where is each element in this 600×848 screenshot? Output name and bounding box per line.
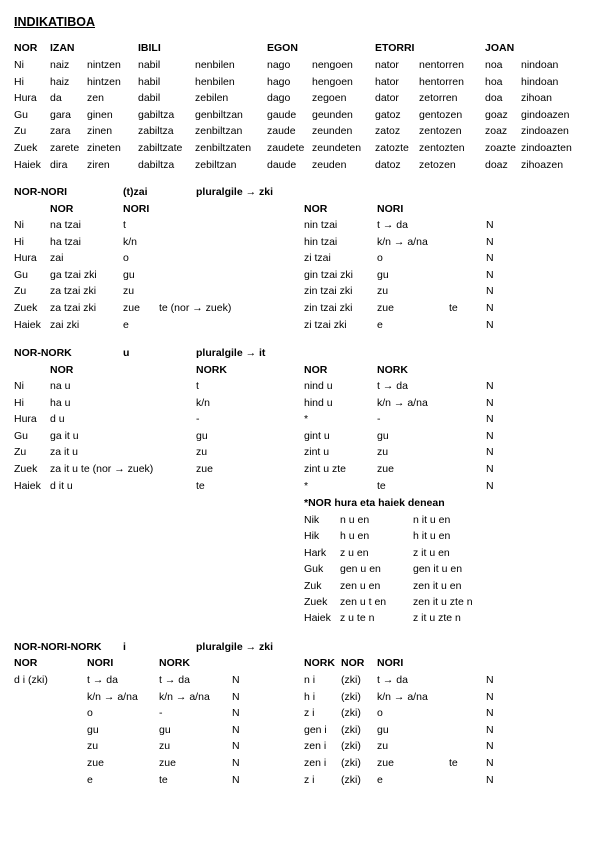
table-cell: Hik: [304, 530, 320, 543]
table-cell: Zuek: [14, 302, 38, 314]
table-cell: N: [232, 723, 240, 736]
column-header: NOR: [304, 203, 328, 215]
table-cell: -: [159, 707, 163, 720]
table-cell: n it u en: [413, 514, 451, 526]
table-cell: hindoan: [521, 75, 559, 88]
table-cell: Hi: [14, 75, 24, 88]
table-cell: dabiltza: [138, 158, 175, 171]
table-cell: -: [377, 413, 381, 426]
table-cell: nindoan: [521, 59, 559, 71]
table-cell: N: [486, 380, 494, 392]
table-cell: k/n → a/na: [377, 235, 428, 248]
table-cell: zara: [50, 125, 71, 138]
table-cell: t → da: [377, 219, 408, 231]
table-cell: N: [486, 219, 494, 231]
table-cell: zen i: [304, 740, 327, 753]
table-cell: Ni: [14, 219, 24, 231]
table-cell: zenbiltzaten: [195, 142, 252, 154]
table-cell: nentorren: [419, 59, 464, 71]
table-cell: gu: [377, 429, 389, 442]
table-cell: n i: [304, 674, 316, 686]
table-cell: zue: [87, 757, 104, 769]
section-title: NOR-NORI: [14, 186, 68, 198]
table-cell: zaude: [267, 125, 296, 138]
column-header: NORK: [159, 657, 190, 669]
table-cell: Hi: [14, 235, 24, 248]
table-cell: zabiltzate: [138, 142, 183, 154]
table-cell: (zki): [341, 757, 361, 769]
table-cell: dago: [267, 92, 291, 105]
table-cell: h it u en: [413, 530, 451, 543]
table-cell: nin tzai: [304, 219, 338, 231]
column-header: NORI: [377, 203, 404, 215]
column-header: JOAN: [485, 42, 515, 54]
table-cell: hago: [267, 75, 291, 88]
table-cell: haiz: [50, 75, 70, 88]
table-cell: za tzai zki: [50, 302, 97, 314]
table-cell: zentozen: [419, 125, 462, 138]
table-cell: zarete: [50, 142, 80, 154]
table-cell: h u en: [340, 530, 370, 543]
section-title: NOR-NORI-NORK: [14, 641, 102, 653]
table-cell: nago: [267, 59, 291, 71]
table-cell: z it u zte n: [413, 612, 461, 625]
table-cell: zindoazten: [521, 142, 572, 154]
table-cell: t: [196, 380, 199, 392]
table-cell: gabiltza: [138, 108, 175, 121]
table-cell: daude: [267, 158, 297, 171]
table-cell: Nik: [304, 514, 320, 526]
table-cell: zint u zte: [304, 463, 347, 475]
table-cell: za it u te (nor → zuek): [50, 463, 154, 475]
table-cell: N: [486, 773, 494, 786]
table-cell: Haiek: [14, 479, 41, 492]
table-cell: zaudete: [267, 142, 305, 154]
table-cell: Hura: [14, 252, 37, 265]
section-tag: u: [123, 347, 130, 359]
column-header: NOR: [341, 657, 365, 669]
table-cell: hintzen: [87, 75, 121, 88]
table-cell: N: [232, 757, 240, 769]
table-cell: o: [377, 252, 383, 265]
section-tag: (t)zai: [123, 186, 148, 198]
table-cell: N: [486, 252, 494, 265]
table-cell: N: [232, 690, 240, 703]
table-cell: k/n → a/na: [159, 690, 210, 703]
table-cell: zetozen: [419, 158, 456, 171]
table-cell: k/n → a/na: [377, 396, 428, 409]
table-cell: hator: [375, 75, 399, 88]
table-cell: zebilen: [195, 92, 229, 105]
column-header: NOR: [50, 364, 74, 376]
table-cell: d i (zki): [14, 674, 48, 686]
table-cell: ga tzai zki: [50, 268, 97, 281]
column-header: NOR: [14, 42, 38, 54]
table-cell: Zu: [14, 285, 27, 298]
column-header: NOR: [50, 203, 74, 215]
table-cell: Hura: [14, 413, 37, 426]
table-cell: zeuden: [312, 158, 347, 171]
table-cell: Zuek: [14, 463, 38, 475]
table-cell: N: [486, 235, 494, 248]
table-cell: t → da: [159, 674, 190, 686]
page-title: INDIKATIBOA: [14, 15, 96, 29]
table-cell: gu: [196, 429, 208, 442]
table-cell: naiz: [50, 59, 70, 71]
table-cell: zeunden: [312, 125, 353, 138]
table-cell: *: [304, 479, 309, 492]
table-cell: zu: [87, 740, 99, 753]
table-cell: zoaz: [485, 125, 508, 138]
table-cell: zoazte: [485, 142, 516, 154]
footnote-heading: *NOR hura eta haiek denean: [304, 497, 445, 509]
table-cell: da: [50, 92, 62, 105]
column-header: NORI: [87, 657, 114, 669]
table-cell: N: [486, 268, 494, 281]
table-cell: N: [486, 723, 494, 736]
table-cell: Zu: [14, 125, 27, 138]
table-cell: zineten: [87, 142, 121, 154]
table-cell: N: [232, 707, 240, 720]
table-cell: N: [486, 740, 494, 753]
table-cell: te: [377, 479, 386, 492]
table-cell: N: [486, 446, 494, 459]
table-cell: zai: [50, 252, 64, 265]
table-cell: zabiltza: [138, 125, 174, 138]
table-cell: za tzai zki: [50, 285, 97, 298]
table-cell: k/n → a/na: [87, 690, 138, 703]
column-header: NORK: [377, 364, 408, 376]
table-cell: h i: [304, 690, 316, 703]
table-cell: zetorren: [419, 92, 458, 105]
table-cell: N: [486, 463, 494, 475]
table-cell: zihoan: [521, 92, 552, 105]
table-cell: t: [123, 219, 126, 231]
table-cell: gu: [87, 723, 99, 736]
table-cell: henbilen: [195, 75, 235, 88]
table-cell: N: [486, 285, 494, 298]
pluralizer-note: pluralgile → zki: [196, 641, 274, 653]
table-cell: o: [87, 707, 93, 720]
table-cell: goaz: [485, 108, 508, 121]
table-cell: Ni: [14, 380, 24, 392]
table-cell: gara: [50, 108, 72, 121]
table-cell: na tzai: [50, 219, 81, 231]
table-cell: zue: [377, 463, 394, 475]
section-tag: i: [123, 641, 126, 653]
table-cell: Haiek: [304, 612, 331, 625]
column-header: IBILI: [138, 42, 161, 54]
table-cell: t → da: [87, 674, 118, 686]
column-header: NORK: [196, 364, 227, 376]
table-cell: zihoazen: [521, 158, 564, 171]
table-cell: nengoen: [312, 59, 353, 71]
table-cell: Zuek: [14, 142, 38, 154]
table-cell: N: [486, 479, 494, 492]
section-title: NOR-NORK: [14, 347, 72, 359]
table-cell: zatozte: [375, 142, 409, 154]
table-cell: e: [377, 318, 383, 331]
table-cell: z i: [304, 773, 315, 786]
table-cell: gu: [123, 268, 135, 281]
table-cell: zen: [87, 92, 104, 105]
table-cell: Ni: [14, 59, 24, 71]
table-cell: N: [486, 707, 494, 720]
table-cell: zenbiltzan: [195, 125, 243, 138]
table-cell: gen it u en: [413, 563, 463, 576]
table-cell: t → da: [377, 380, 408, 392]
table-cell: zinen: [87, 125, 113, 138]
table-cell: ziren: [87, 158, 110, 171]
table-cell: zen it u en: [413, 579, 462, 592]
column-header: NORK: [304, 657, 335, 669]
table-cell: N: [486, 690, 494, 703]
table-cell: z it u en: [413, 546, 450, 559]
table-cell: N: [486, 302, 494, 314]
table-cell: e: [87, 773, 93, 786]
table-cell: zi tzai: [304, 252, 331, 265]
table-cell: gaude: [267, 108, 297, 121]
table-cell: N: [486, 674, 494, 686]
table-cell: N: [486, 318, 494, 331]
table-cell: hin tzai: [304, 235, 338, 248]
table-cell: gatoz: [375, 108, 401, 121]
table-cell: z u te n: [340, 612, 375, 625]
table-cell: gu: [159, 723, 171, 736]
table-cell: dator: [375, 92, 399, 105]
table-cell: zu: [123, 285, 135, 298]
table-cell: zebiltzan: [195, 158, 237, 171]
table-cell: Hi: [14, 396, 24, 409]
table-cell: n u en: [340, 514, 370, 526]
table-cell: zue: [377, 302, 394, 314]
table-cell: te: [449, 757, 458, 769]
table-cell: Haiek: [14, 318, 41, 331]
table-cell: zu: [377, 740, 389, 753]
table-cell: hind u: [304, 396, 333, 409]
table-cell: te (nor → zuek): [159, 302, 232, 314]
table-cell: zu: [159, 740, 171, 753]
table-cell: nintzen: [87, 59, 121, 71]
table-cell: na u: [50, 380, 71, 392]
table-cell: zi tzai zki: [304, 318, 347, 331]
table-cell: zindoazen: [521, 125, 569, 138]
table-cell: z u en: [340, 546, 369, 559]
table-cell: N: [486, 413, 494, 426]
table-cell: zue: [196, 463, 213, 475]
table-cell: N: [486, 429, 494, 442]
table-cell: hoa: [485, 75, 503, 88]
table-cell: doa: [485, 92, 503, 105]
table-cell: gentozen: [419, 108, 463, 121]
table-cell: zin tzai zki: [304, 285, 353, 298]
column-header: NOR: [14, 657, 38, 669]
table-cell: Gu: [14, 108, 29, 121]
table-cell: zue: [123, 302, 140, 314]
table-cell: zegoen: [312, 92, 347, 105]
table-cell: N: [486, 396, 494, 409]
table-cell: gu: [377, 268, 389, 281]
table-cell: datoz: [375, 158, 401, 171]
table-cell: genbiltzan: [195, 108, 243, 121]
table-cell: zen i: [304, 757, 327, 769]
table-cell: (zki): [341, 674, 361, 686]
table-cell: ginen: [87, 108, 113, 121]
table-cell: k/n: [196, 396, 211, 409]
table-cell: Zu: [14, 446, 27, 459]
table-cell: o: [377, 707, 383, 720]
table-cell: gu: [377, 723, 389, 736]
table-cell: gint u: [304, 429, 330, 442]
table-cell: e: [377, 773, 383, 786]
table-cell: hentorren: [419, 75, 464, 88]
table-cell: te: [449, 302, 458, 314]
pluralizer-note: pluralgile → zki: [196, 186, 274, 198]
column-header: NORI: [123, 203, 150, 215]
table-cell: e: [123, 318, 129, 331]
table-cell: ha u: [50, 396, 71, 409]
table-cell: o: [123, 252, 129, 265]
table-cell: Gu: [14, 429, 29, 442]
table-cell: gin tzai zki: [304, 268, 354, 281]
pluralizer-note: pluralgile → it: [196, 347, 266, 359]
table-cell: noa: [485, 59, 503, 71]
column-header: NORI: [377, 657, 404, 669]
table-cell: ha tzai: [50, 235, 81, 248]
table-cell: geunden: [312, 108, 353, 121]
table-cell: gen i: [304, 723, 327, 736]
table-cell: *: [304, 413, 309, 426]
table-cell: k/n → a/na: [377, 690, 428, 703]
table-cell: Haiek: [14, 158, 41, 171]
table-cell: te: [196, 479, 205, 492]
table-cell: t → da: [377, 674, 408, 686]
table-cell: d it u: [50, 479, 73, 492]
table-cell: zu: [196, 446, 208, 459]
table-cell: (zki): [341, 740, 361, 753]
table-cell: zen it u zte n: [413, 596, 473, 608]
table-cell: gen u en: [340, 563, 381, 576]
table-cell: za it u: [50, 446, 79, 459]
table-cell: Guk: [304, 563, 324, 576]
column-header: NOR: [304, 364, 328, 376]
column-header: EGON: [267, 42, 298, 54]
table-cell: k/n: [123, 235, 138, 248]
table-cell: dira: [50, 158, 68, 171]
table-cell: te: [159, 773, 168, 786]
table-cell: zue: [159, 757, 176, 769]
table-cell: nind u: [304, 380, 333, 392]
table-cell: zeundeten: [312, 142, 362, 154]
table-cell: Zuk: [304, 579, 322, 592]
table-cell: (zki): [341, 690, 361, 703]
table-cell: Gu: [14, 268, 29, 281]
table-cell: gindoazen: [521, 108, 570, 121]
table-cell: zen u t en: [340, 596, 387, 608]
table-cell: N: [232, 773, 240, 786]
table-cell: zin tzai zki: [304, 302, 353, 314]
table-cell: Zuek: [304, 596, 328, 608]
table-cell: z i: [304, 707, 315, 720]
table-cell: habil: [138, 75, 161, 88]
table-cell: nator: [375, 59, 399, 71]
table-cell: nabil: [138, 59, 161, 71]
table-cell: doaz: [485, 158, 508, 171]
table-cell: ga it u: [50, 429, 79, 442]
column-header: IZAN: [50, 42, 75, 54]
table-cell: zu: [377, 285, 389, 298]
table-cell: zatoz: [375, 125, 401, 138]
table-cell: zue: [377, 757, 394, 769]
table-cell: zint u: [304, 446, 330, 459]
table-cell: dabil: [138, 92, 161, 105]
table-cell: zen u en: [340, 579, 381, 592]
table-cell: (zki): [341, 707, 361, 720]
table-cell: zentozten: [419, 142, 465, 154]
table-cell: nenbilen: [195, 59, 235, 71]
table-cell: zu: [377, 446, 389, 459]
table-cell: zai zki: [50, 318, 80, 331]
table-cell: N: [232, 674, 240, 686]
table-cell: (zki): [341, 723, 361, 736]
table-cell: d u: [50, 413, 65, 426]
table-cell: N: [232, 740, 240, 753]
table-cell: -: [196, 413, 200, 426]
table-cell: Hura: [14, 92, 37, 105]
table-cell: Hark: [304, 546, 327, 559]
column-header: ETORRI: [375, 42, 415, 54]
table-cell: hengoen: [312, 75, 353, 88]
table-cell: (zki): [341, 773, 361, 786]
table-cell: N: [486, 757, 494, 769]
